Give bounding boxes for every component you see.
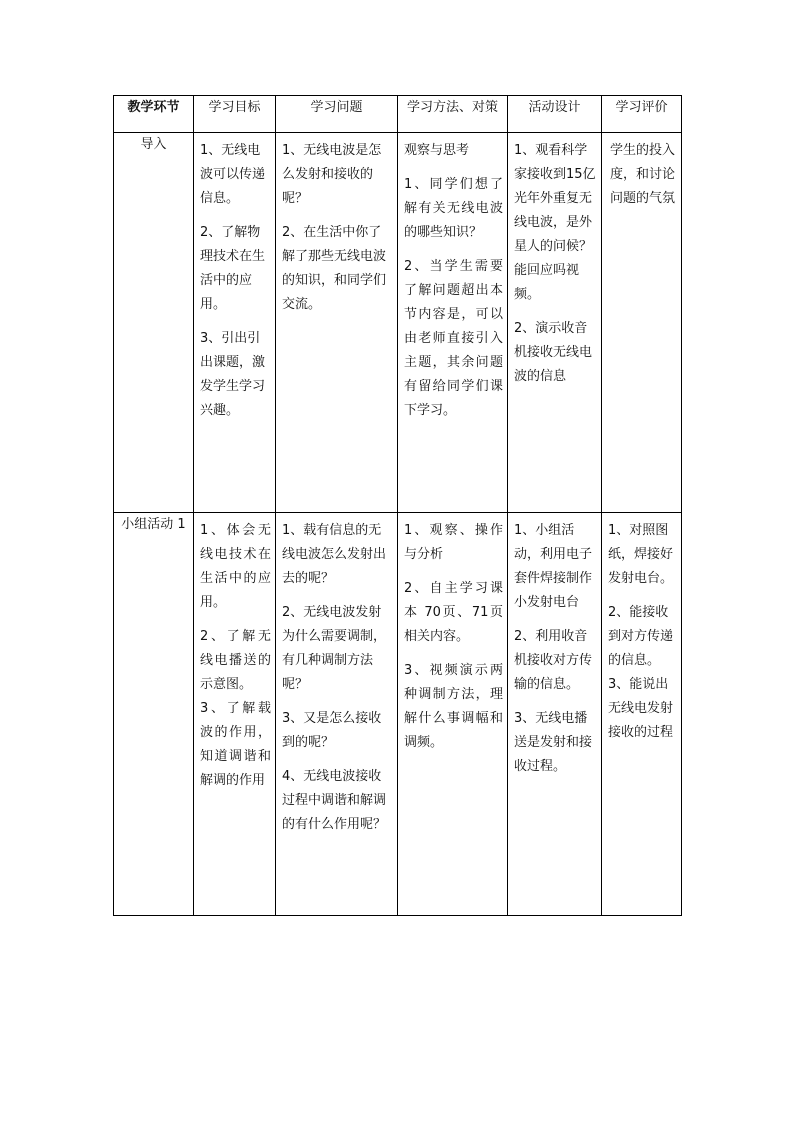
header-activities: 活动设计 [508, 96, 602, 133]
header-methods: 学习方法、对策 [398, 96, 508, 133]
questions-cell [276, 133, 398, 513]
header-row [114, 96, 682, 133]
activity-item: 2、演示收音机接收无线电波的信息 [514, 321, 593, 384]
goals-cell [194, 133, 276, 513]
question-item: 1、载有信息的无线电波怎么发射出去的呢？ [282, 523, 387, 586]
header-questions: 学习问题 [276, 96, 398, 133]
method-item: 3、视频演示两种调制方法，理解什么事调幅和调频。 [404, 663, 503, 750]
questions-cell [276, 513, 398, 916]
method-item: 2、当学生需要了解问题超出本节内容是，可以由老师直接引入主题，其余问题有留给同学们课下学习。 [404, 259, 503, 418]
evaluation-cell [602, 133, 682, 513]
lesson-plan-table [113, 95, 682, 916]
goals-cell [194, 513, 276, 916]
activity-item: 1、观看科学家接收到15亿光年外重复无线电波，是外星人的问候？能回应吗视频。 [514, 143, 596, 302]
question-item: 2、在生活中你了解了那些无线电波的知识，和同学们交流。 [282, 225, 387, 312]
evaluation-item: 2、能接收到对方传递的信息。 [608, 605, 674, 668]
method-item: 2、自主学习课本 70页、71页相关内容。 [404, 581, 503, 644]
activities-cell [508, 133, 602, 513]
stage-cell: 小组活动 1 [114, 513, 194, 916]
goal-item: 2、了解物理技术在生活中的应用。 [200, 225, 266, 312]
question-item: 4、无线电波接收过程中调谐和解调的有什么作用呢？ [282, 769, 387, 832]
evaluation-cell [602, 513, 682, 916]
header-stage: 教学环节 [114, 96, 194, 133]
goal-item: 1、体会无线电技术在生活中的应用。 [200, 523, 271, 610]
stage-cell: 导入 [114, 133, 194, 513]
method-item: 观察与思考 [404, 143, 470, 158]
question-item: 1、无线电波是怎么发射和接收的呢？ [282, 143, 382, 206]
table-row [114, 133, 682, 513]
goal-item: 2、了解无线电播送的示意图。 [200, 629, 271, 692]
methods-cell [398, 513, 508, 916]
activity-item: 3、无线电播送是发射和接收过程。 [514, 711, 593, 774]
evaluation-item: 1、对照图纸，焊接好发射电台。 [608, 523, 674, 586]
activities-cell [508, 513, 602, 916]
header-goals: 学习目标 [194, 96, 276, 133]
evaluation-item: 3、能说出无线电发射接收的过程 [608, 677, 674, 740]
activity-item: 1、小组活动，利用电子套件焊接制作小发射电台 [514, 523, 593, 610]
methods-cell [398, 133, 508, 513]
goal-item: 1、无线电波可以传递信息。 [200, 143, 266, 206]
question-item: 3、又是怎么接收到的呢？ [282, 711, 382, 750]
method-item: 1、同学们想了解有关无线电波的哪些知识？ [404, 177, 503, 240]
method-item: 1、观察、操作与分析 [404, 523, 503, 562]
goal-item: 3、了解载波的作用，知道调谐和解调的作用 [200, 701, 271, 788]
header-evaluation: 学习评价 [602, 96, 682, 133]
goal-item: 3、引出引出课题，激发学生学习兴趣。 [200, 331, 266, 418]
table-row [114, 513, 682, 916]
evaluation-item: 学生的投入度，和讨论问题的气氛 [609, 143, 675, 206]
question-item: 2、无线电波发射为什么需要调制，有几种调制方法呢？ [282, 605, 387, 692]
activity-item: 2、利用收音机接收对方传输的信息。 [514, 629, 593, 692]
